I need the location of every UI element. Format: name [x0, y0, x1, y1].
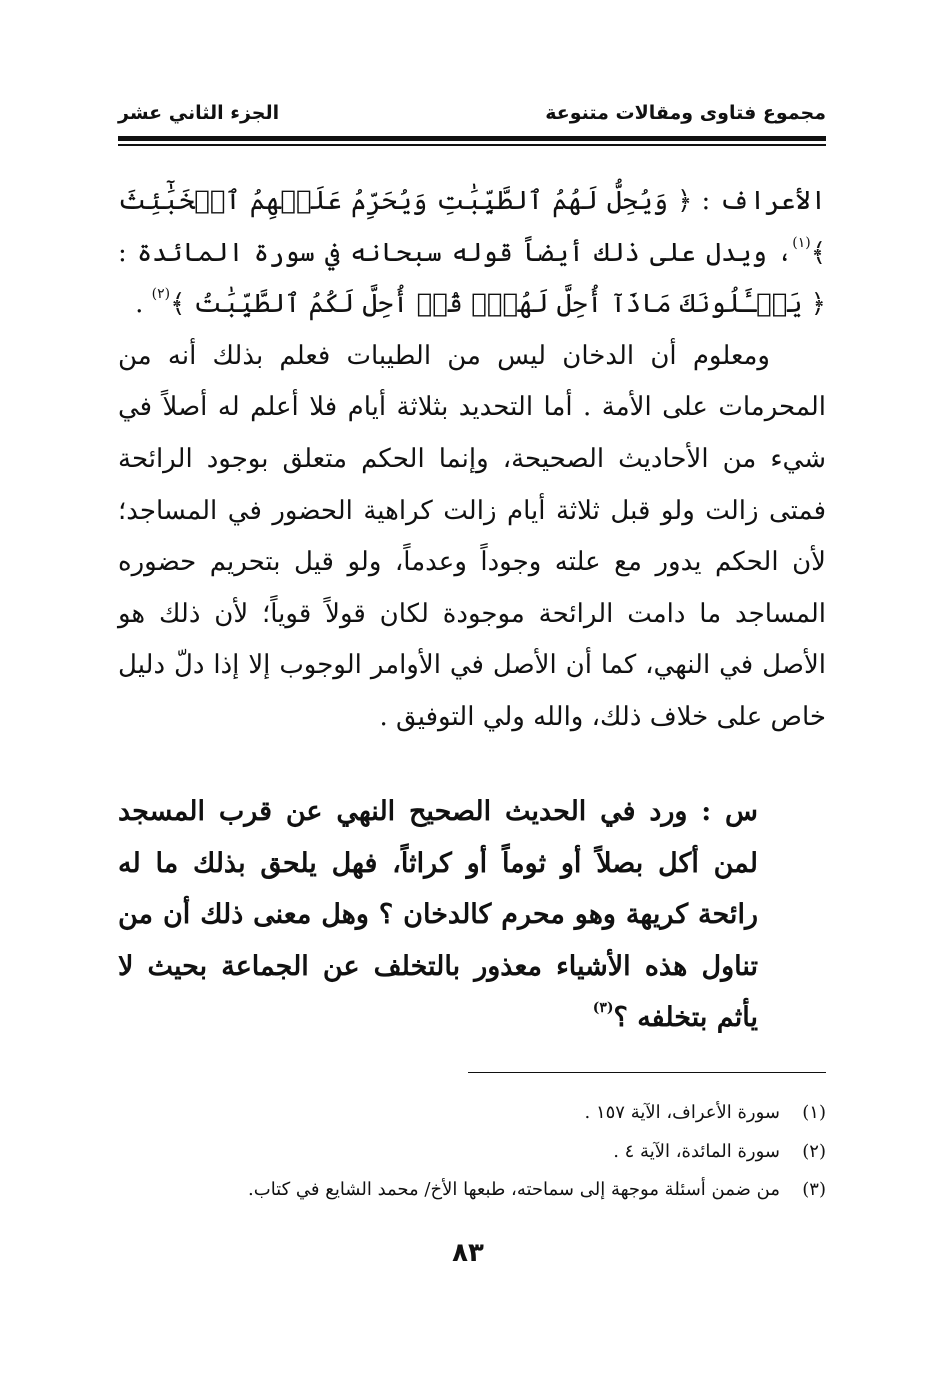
- page-number: ٨٣: [452, 1238, 484, 1268]
- surah-reference: الأعراف :: [701, 186, 827, 216]
- volume-title: الجزء الثاني عشر: [118, 102, 280, 124]
- paragraph-ruling: ومعلوم أن الدخان ليس من الطيبات فعلم بذلك أنه من المحرمات على الأمة . أما التحديد بثلاثة أيام فلا أعلم له أصلاً في شيء من الأحاديث الصحيحة، وإنما الحكم متعلق بوجود الرائحة فمتى زالت ولو قبل ثلاثة أيام زالت كراهية الحضور في المساجد؛ لأن الحكم يدور مع علته وجوداً وعدماً، ولو قيل بتحريم حضوره المساجد ما دامت الرائحة موجودة لكان قولاً قوياً؛ لأن ذلك هو الأصل في النهي، كما أن الأصل في الأوامر الوجوب إلا إذا دلّ دليل خاص على خلاف ذلك، والله ولي التوفيق .: [118, 340, 826, 732]
- footnote-marker-3[interactable]: (٣): [592, 1000, 614, 1016]
- book-title: مجموع فتاوى ومقالات متنوعة: [545, 102, 826, 124]
- running-header: [118, 96, 826, 132]
- footnote-number: (٢): [802, 1140, 826, 1162]
- footnote-number: (٣): [802, 1179, 826, 1200]
- footnote-3: [118, 1171, 826, 1210]
- end-dot: .: [135, 289, 144, 320]
- footnotes: [118, 1094, 826, 1210]
- question-text: س : ورد في الحديث الصحيح النهي عن قرب المسجد لمن أكل بصلاً أو ثوماً أو كراثاً، فهل يلحق بذلك ما له رائحة كريهة وهو محرم كالدخان ؟ وهل معنى ذلك أن من تناول هذه الأشياء معذور بالتخلف عن الجماعة بحيث لا يأثم بتخلفه ؟: [118, 796, 758, 1033]
- verse-connector: ، ويدل على ذلك أيضاً قوله سبحانه في سورة المائدة :: [118, 237, 793, 268]
- header-rule-thin: [118, 144, 826, 146]
- footnote-text: من ضمن أسئلة موجهة إلى سماحته، طبعها الأخ/ محمد الشايع في كتاب.: [248, 1179, 780, 1200]
- footnote-text: سورة الأعراف، الآية ١٥٧ .: [584, 1102, 780, 1123]
- footnote-2: [118, 1133, 826, 1172]
- footnote-marker-1[interactable]: (١): [792, 234, 811, 251]
- question-block: [118, 786, 758, 1044]
- footnote-text: سورة المائدة، الآية ٤ .: [613, 1140, 780, 1162]
- quran-verse-2: ﴿ يَسۡـَٔلُونَكَ مَاذَآ أُحِلَّ لَهُمۡۖ قُلۡ أُحِلَّ لَكُمُ ٱلطَّيِّبَٰتُ ﴾: [170, 289, 826, 320]
- footnote-1: [118, 1094, 826, 1133]
- footnote-marker-2[interactable]: (٢): [151, 286, 171, 303]
- header-rule-thick: [118, 136, 826, 141]
- footnote-separator: [468, 1072, 826, 1073]
- answer-text: [118, 176, 826, 744]
- quran-verse-1: ﴿ وَيُحِلُّ لَهُمُ ٱلطَّيِّبَٰتِ وَيُحَرِّمُ عَلَيۡهِمُ ٱلۡخَبَٰٓئِثَ ﴾: [118, 186, 826, 268]
- paragraph-verses: [118, 176, 826, 331]
- footnote-number: (١): [802, 1102, 826, 1123]
